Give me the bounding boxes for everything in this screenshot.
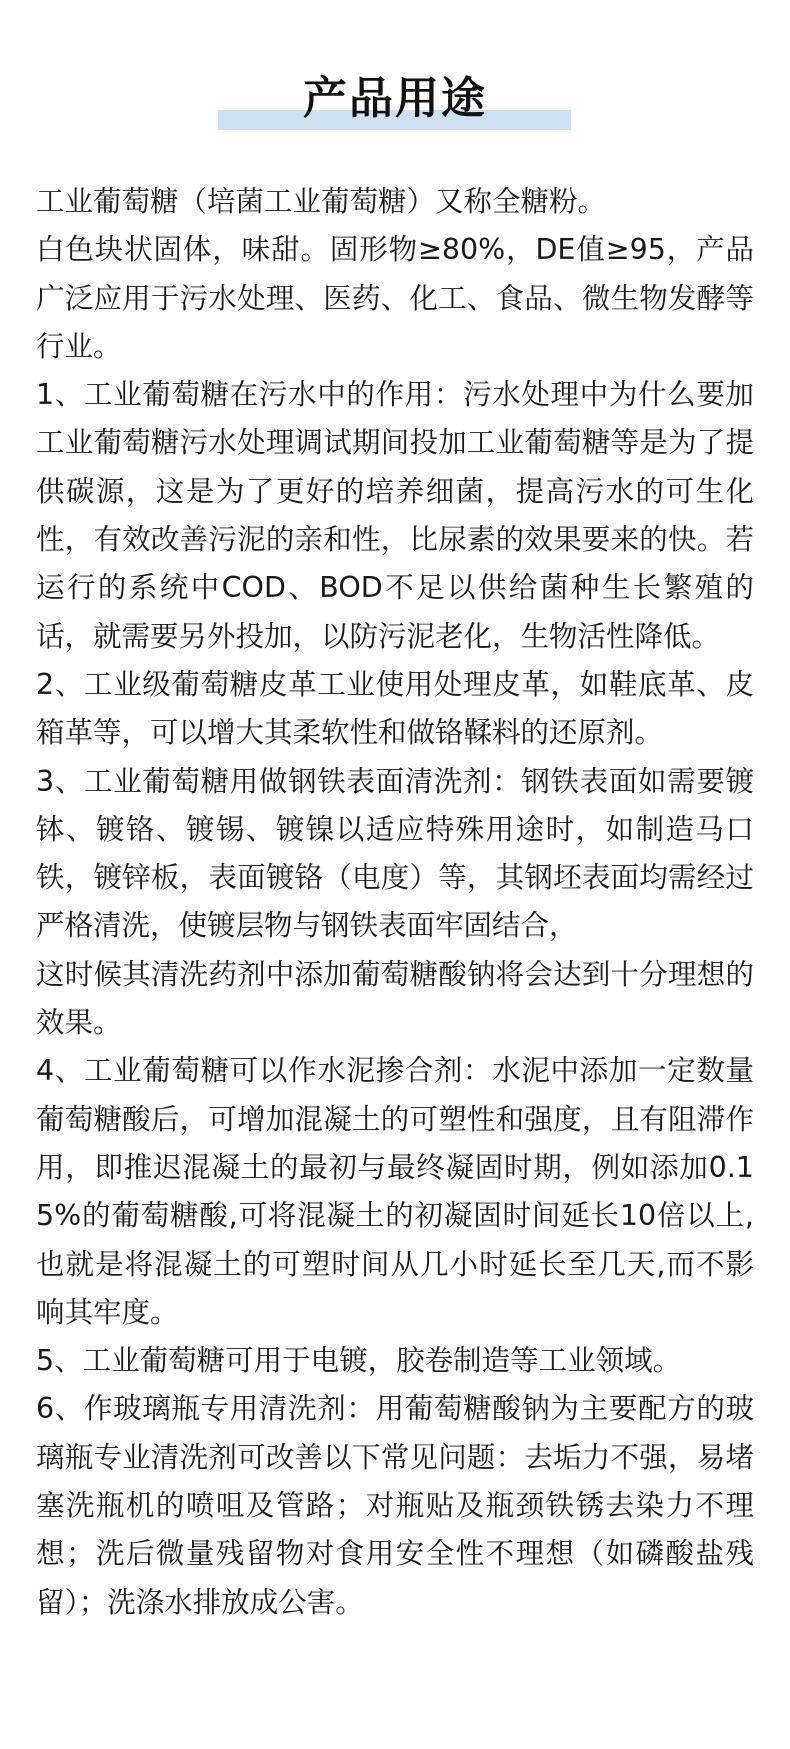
paragraph-description: 白色块状固体，味甜。固形物≥80%，DE值≥95，产品广泛应用于污水处理、医药、化工、食品、微生物发酵等行业。 [36,233,754,363]
paragraph-use-6: 6、作玻璃瓶专用清洗剂：用葡萄糖酸钠为主要配方的玻璃瓶专业清洗剂可改善以下常见问题：去垢力不强，易堵塞洗瓶机的喷咀及管路；对瓶贴及瓶颈铁锈去染力不理想；洗后微量残留物对食用安全性不理想（如磷酸盐残留）；洗涤水排放成公害。 [36,1392,754,1619]
paragraph-use-3-cont: 这时候其清洗药剂中添加葡萄糖酸钠将会达到十分理想的效果。 [36,957,754,1040]
paragraph-use-2: 2、工业级葡萄糖皮革工业使用处理皮革，如鞋底革、皮箱革等，可以增大其柔软性和做铬鞣料的还原剂。 [36,667,754,750]
paragraph-intro: 工业葡萄糖（培菌工业葡萄糖）又称全糖粉。 [36,185,607,218]
paragraph-use-3: 3、工业葡萄糖用做钢铁表面清洗剂：钢铁表面如需要镀钵、镀铬、镀锡、镀镍以适应特殊用途时，如制造马口铁，镀锌板，表面镀铬（电度）等，其钢坯表面均需经过严格清洗，使镀层物与钢铁表面牢固结合， [36,764,754,943]
body-text [36,178,754,1627]
paragraph-use-5: 5、工业葡萄糖可用于电镀，胶卷制造等工业领域。 [36,1344,682,1378]
paragraph-use-1: 1、工业葡萄糖在污水中的作用：污水处理中为什么要加工业葡萄糖污水处理调试期间投加工业葡萄糖等是为了提供碳源，这是为了更好的培养细菌，提高污水的可生化性，有效改善污泥的亲和性，比尿素的效果要来的快。若运行的系统中COD、BOD不足以供给菌种生长繁殖的话，就需要另外投加，以防污泥老化，生物活性降低。 [36,378,754,653]
paragraph-use-4: 4、工业葡萄糖可以作水泥掺合剂：水泥中添加一定数量葡萄糖酸后，可增加混凝土的可塑性和强度，且有阻滞作用，即推迟混凝土的最初与最终凝固时期，例如添加0.15%的葡萄糖酸,可将混凝土的初凝固时间延长10倍以上,也就是将混凝土的可塑时间从几小时延长至几天,而不影响其牢度。 [36,1054,754,1329]
page-title: 产品用途 [303,73,487,124]
title-section [0,68,790,138]
